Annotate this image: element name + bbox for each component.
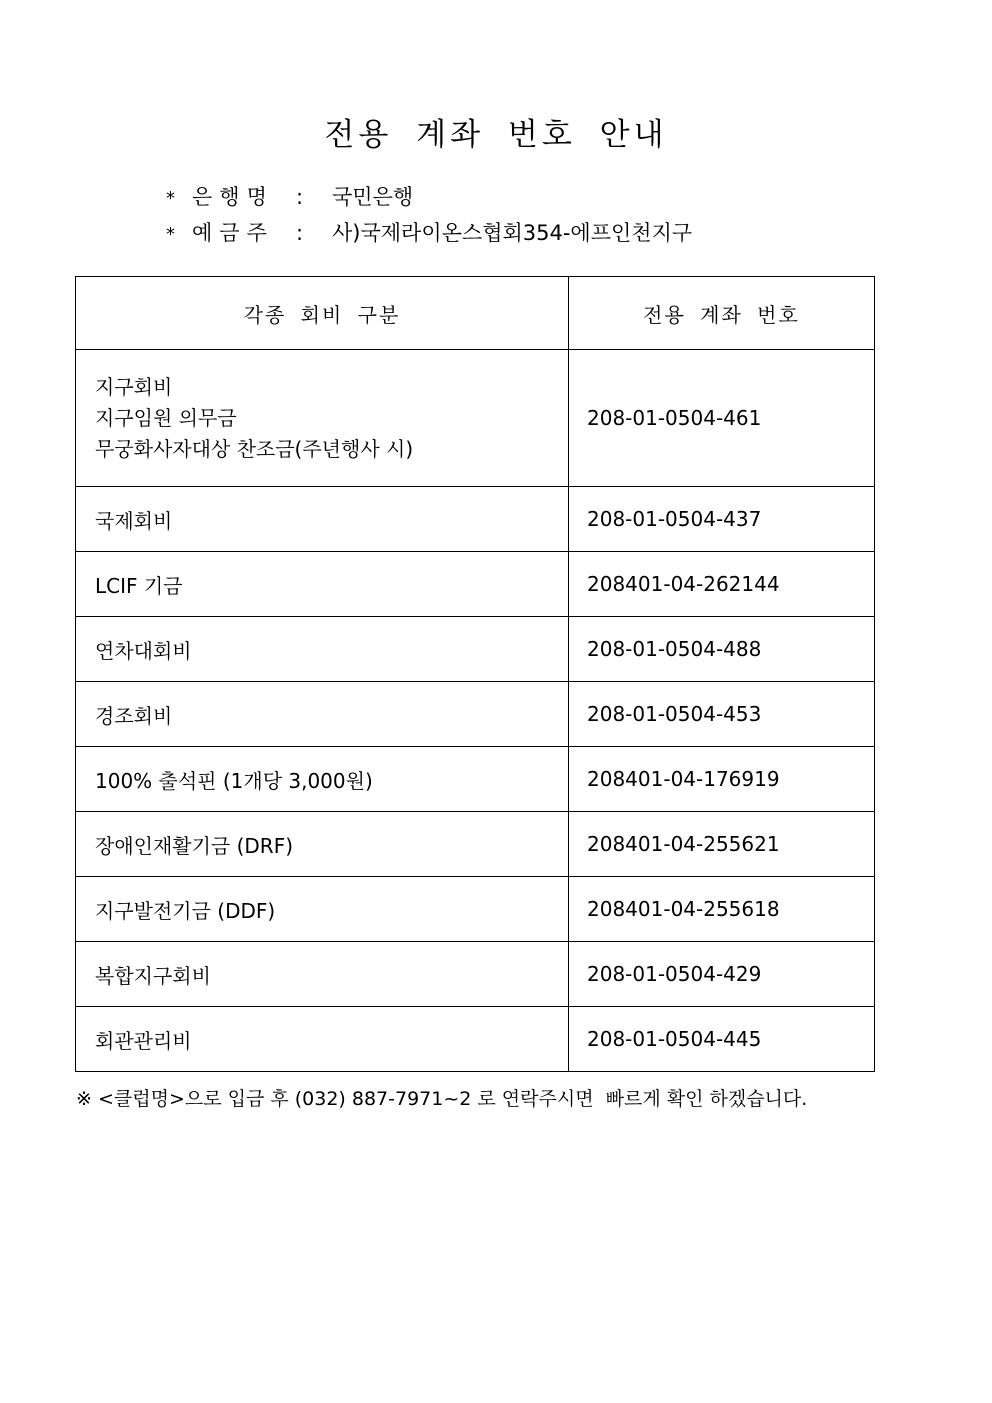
table-row [76, 350, 875, 487]
account-table [75, 276, 875, 1072]
separator: : [296, 185, 304, 209]
table-row [76, 747, 875, 812]
fee-type-cell: 연차대회비 [76, 617, 569, 682]
bullet-marker: * [166, 224, 175, 245]
bank-name-line [166, 181, 413, 211]
fee-type-cell: 장애인재활기금 (DRF) [76, 812, 569, 877]
table-row [76, 552, 875, 617]
fee-type-cell [76, 350, 569, 487]
fee-type-cell: 회관관리비 [76, 1007, 569, 1072]
account-number-cell: 208-01-0504-488 [569, 617, 875, 682]
account-holder-line [166, 217, 692, 247]
table-row [76, 942, 875, 1007]
account-holder-value: 사)국제라이온스협회354-에프인천지구 [332, 221, 693, 245]
account-number-cell: 208401-04-176919 [569, 747, 875, 812]
table-row [76, 812, 875, 877]
fee-type-line: 지구회비 [95, 374, 173, 399]
table-row [76, 1007, 875, 1072]
contact-note: ※ <클럽명>으로 입금 후 (032) 887-7971~2 로 연락주시면 빠르게 확인 하겠습니다. [76, 1088, 808, 1110]
fee-type-line: 지구임원 의무금 [95, 405, 237, 430]
bank-name-value: 국민은행 [332, 185, 414, 209]
header-account-number: 전용 계좌 번호 [569, 277, 875, 350]
header-fee-type: 각종 회비 구분 [76, 277, 569, 350]
page-title: 전용 계좌 번호 안내 [324, 116, 668, 153]
bank-name-label: 은행명 [192, 185, 274, 209]
account-number-cell: 208-01-0504-437 [569, 487, 875, 552]
separator: : [296, 221, 304, 245]
account-holder-label: 예금주 [192, 221, 274, 245]
table-row [76, 877, 875, 942]
fee-type-cell: 지구발전기금 (DDF) [76, 877, 569, 942]
fee-type-cell: 국제회비 [76, 487, 569, 552]
fee-type-cell: 100% 출석핀 (1개당 3,000원) [76, 747, 569, 812]
fee-type-cell: 경조회비 [76, 682, 569, 747]
table-row [76, 617, 875, 682]
table-row [76, 682, 875, 747]
account-number-cell: 208-01-0504-453 [569, 682, 875, 747]
table-row [76, 487, 875, 552]
account-number-cell: 208401-04-262144 [569, 552, 875, 617]
table-header-row [76, 277, 875, 350]
account-number-cell: 208-01-0504-445 [569, 1007, 875, 1072]
account-number-cell: 208401-04-255618 [569, 877, 875, 942]
fee-type-line: 무궁화사자대상 찬조금(주년행사 시) [95, 436, 414, 461]
fee-type-cell: LCIF 기금 [76, 552, 569, 617]
account-number-cell: 208-01-0504-461 [569, 350, 875, 487]
account-number-cell: 208401-04-255621 [569, 812, 875, 877]
account-number-cell: 208-01-0504-429 [569, 942, 875, 1007]
bullet-marker: * [166, 188, 175, 209]
fee-type-cell: 복합지구회비 [76, 942, 569, 1007]
